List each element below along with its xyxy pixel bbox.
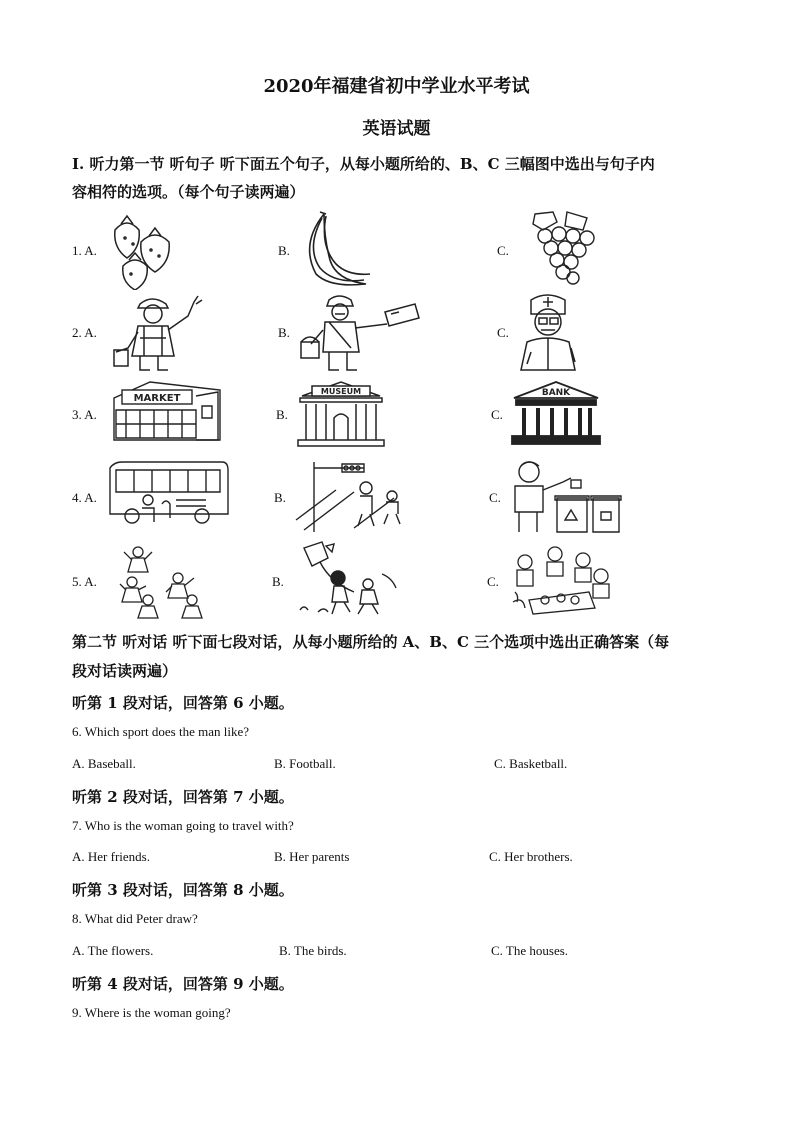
dialogue-2-label: 听第 2 段对话，回答第 7 小题。 [72,788,294,806]
section2-heading-line2: 段对话读两遍） [72,662,178,680]
market-sign-text: MARKET [133,393,181,404]
q2-label-b: B. [278,325,290,340]
q3-label-b: B. [276,407,288,422]
grapes-picture[interactable] [515,208,605,290]
q3-label-c: C. [491,407,503,422]
q6-option-a[interactable]: A. Baseball. [72,756,136,771]
q1-label-a: 1. A. [72,243,97,258]
q4-label-a: 4. A. [72,490,97,505]
strawberries-picture[interactable] [105,210,185,290]
q5-label-b: B. [272,574,284,589]
worker-picture[interactable] [110,292,215,374]
q8-option-b[interactable]: B. The birds. [279,943,347,958]
question-8: 8. What did Peter draw? [72,911,198,926]
postman-picture[interactable] [293,292,423,374]
bananas-picture[interactable] [298,208,376,290]
dancing-picture[interactable] [118,542,208,620]
q1-label-c: C. [497,243,509,258]
page-subtitle: 英语试题 [362,119,431,139]
page-title: 2020年福建省初中学业水平考试 [263,76,530,97]
q7-option-a[interactable]: A. Her friends. [72,849,150,864]
crossing-picture[interactable] [294,460,414,532]
q4-label-b: B. [274,490,286,505]
doctor-picture[interactable] [517,292,587,372]
q6-option-b[interactable]: B. Football. [274,756,336,771]
bus-picture[interactable] [106,460,230,526]
question-9: 9. Where is the woman going? [72,1005,231,1020]
flying-kite-picture[interactable] [296,540,400,620]
bank-picture[interactable] [510,380,602,448]
q7-option-b[interactable]: B. Her parents [274,849,350,864]
q1-label-b: B. [278,243,290,258]
q4-label-c: C. [489,490,501,505]
bank-sign-text: BANK [541,388,571,398]
section1-heading-line2: 容相符的选项。（每个句子读两遍） [72,183,305,201]
museum-sign-text: MUSEUM [320,387,362,396]
dialogue-4-label: 听第 4 段对话，回答第 9 小题。 [72,975,294,993]
dialogue-3-label: 听第 3 段对话，回答第 8 小题。 [72,881,294,899]
q7-option-c[interactable]: C. Her brothers. [489,849,573,864]
question-7: 7. Who is the woman going to travel with? [72,818,294,833]
picnic-picture[interactable] [509,542,617,618]
q2-label-a: 2. A. [72,325,97,340]
q5-label-a: 5. A. [72,574,97,589]
q8-option-a[interactable]: A. The flowers. [72,943,154,958]
section2-heading-line1: 第二节 听对话 听下面七段对话，从每小题所给的 A、B、C 三个选项中选出正确答案（每 [72,633,670,651]
recycling-picture[interactable] [505,458,623,534]
q8-option-c[interactable]: C. The houses. [491,943,569,958]
dialogue-1-label: 听第 1 段对话，回答第 6 小题。 [72,694,294,712]
q5-label-c: C. [487,574,499,589]
q6-option-c[interactable]: C. Basketball. [494,756,568,771]
market-picture[interactable] [110,376,222,446]
q2-label-c: C. [497,325,509,340]
section1-heading-line1: Ⅰ. 听力第一节 听句子 听下面五个句子，从每小题所给的、B、C 三幅图中选出与句子内 [72,155,655,173]
question-6: 6. Which sport does the man like? [72,724,250,739]
q3-label-a: 3. A. [72,407,97,422]
museum-picture[interactable] [296,378,386,450]
